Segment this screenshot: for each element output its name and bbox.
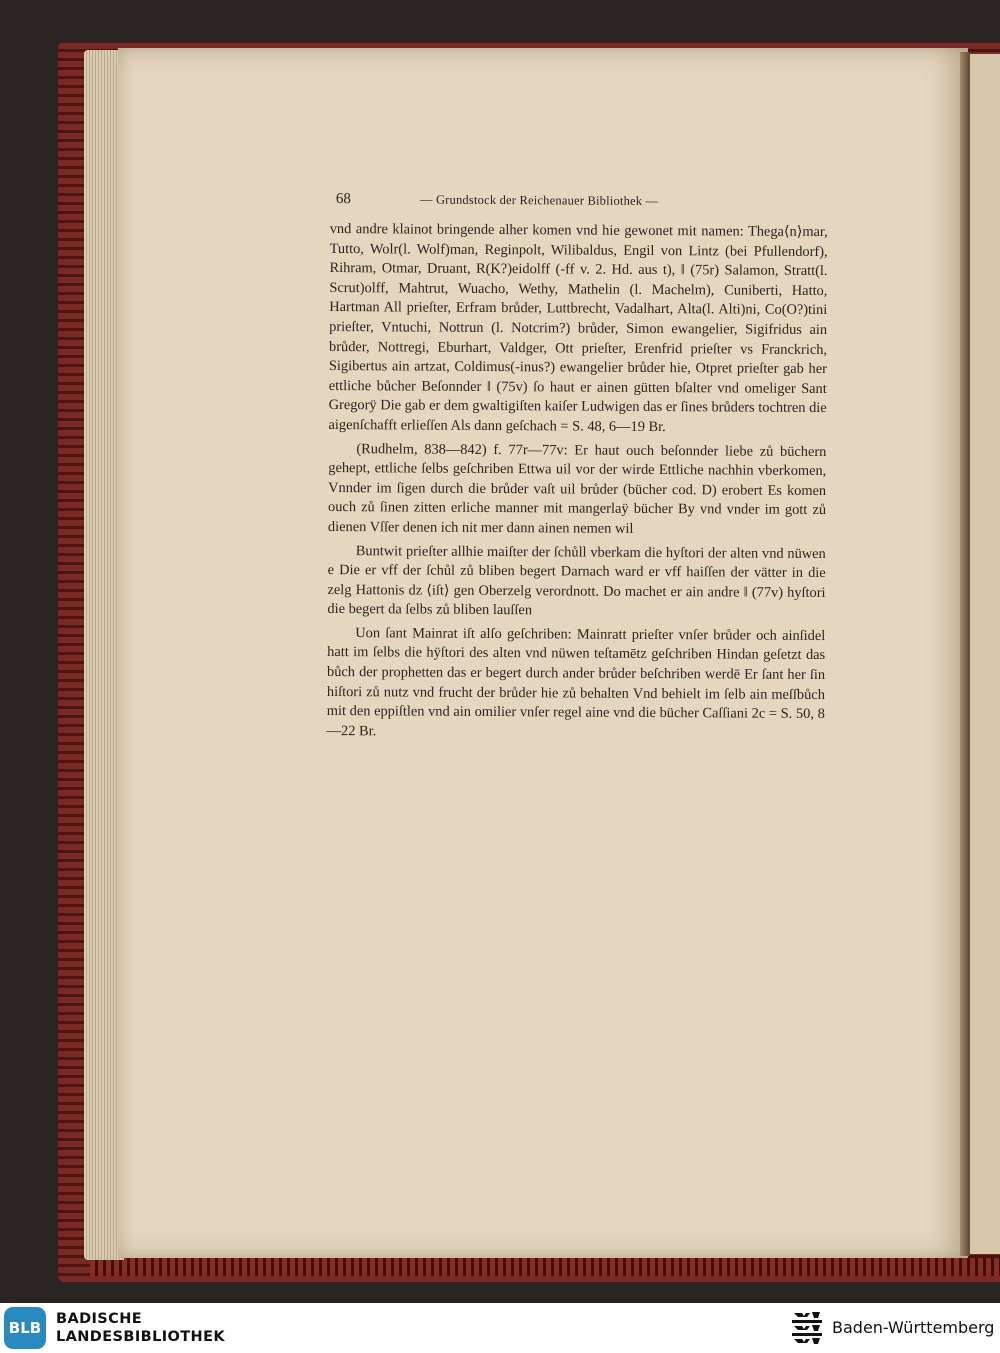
cover-edge bbox=[90, 1258, 1000, 1276]
running-head bbox=[336, 190, 828, 223]
blb-logo[interactable]: BLB bbox=[4, 1307, 46, 1349]
coat-of-arms-icon bbox=[790, 1309, 824, 1347]
page-number: 68 bbox=[335, 191, 351, 208]
page-text-block bbox=[327, 190, 828, 744]
paragraph-1: vnd andre klainot bringende alher komen vnd hie gewonet mit namen: Thega⟨n⟩mar, Tutto, Wolr(l. Wolf)man, Reginpolt, Wilibaldus, Engil von Lintz (bei Pfullendorf), Rihram, Otmar, Druant, R(K?)eidolff (-ff v. 2. Hd. aus t), ‖ (75r) Salamon, Stratt(l. Scrut)olff, Mahtrut, Wuacho, Wethy, Mathelin (l. Machelm), Cuniberti, Hatto, Hartman All prieſter, Erfram brůder, Luttbrecht, Vadalhart, Alta(l. Alti)ni, Co(O?)tini prieſter, Vntuchi, Nottrun (l. Notcrim?) brůder, Simon ewangelier, Sigifridus ain brůder, Nottregi, Eburhart, Valdger, Ott prieſter, Erenfrid prieſter vs Franckrich, Sigibertus ain artzat, Coldimus(-inus?) ewangelier brůder hie, Otpret prieſter gab her ettliche bůcher Beſonnder ‖ (75v) ſo haut er ainen gütten bſalter vnd omeliger Sant Gregorÿ Die gab er dem gwaltigiſten kaiſer Ludwigen das er ſines brůders tochtren die aigenſchafft erlieſſen Als dann geſchach = S. 48, 6—19 Br. bbox=[328, 220, 828, 435]
book-gutter bbox=[960, 52, 970, 1256]
bw-name[interactable]: Baden-Württemberg bbox=[832, 1318, 995, 1337]
paragraph-4: Uon ſant Mainrat iſt alſo geſchriben: Mainratt prieſter vnſer brůder och ainſidel hatt im ſelbs die hÿſtori des alten vnd nüwen teſtamētz geſchriben Hindan geſetzt das bůch der prophetten das er begert durch ander brůder beſchriben werdē Er ſant her ſin hiſtori zů nutz vnd frucht der brůder hie zů behalten Vnd behielt im ſelb ain meſſbůch mit den eppiſtlen vnd ain omilier vnſer regel aine vnd die bücher Caſſiani 2c = S. 50, 8—22 Br. bbox=[326, 625, 826, 740]
paragraph-2: (Rudhelm, 838—842) f. 77r—77v: Er haut ouch beſonnder liebe zů büchern gehept, ettliche ſelbs geſchriben Ettwa uil vor der wirde Ettliche nachhin vberkomen, Vnnder im ſigen durch die brůder vaſt uil brůder (bücher cod. D) erobert Es komen ouch zů ſinen zitten erliche manner mit mangerlaÿ bücher By vnd vnder im gott zů dienen Vſſer denen ich nit mer dann ainen nemen wil bbox=[327, 440, 827, 537]
paragraph-3: Buntwit prieſter allhie maiſter der ſchůll vberkam die hyſtori der alten vnd nüwen e Die er vff der ſchůl zů bliben begert Darnach ward er vff haiſſen der vätter in die zelg Hattonis dz ⟨iſt⟩ gen Oberzelg verordnott. Do machet er ain andre ‖ (77v) hyſtori die begert da ſelbs zů bliben lauſſen bbox=[327, 542, 826, 619]
blb-name-line2: LANDESBIBLIOTHEK bbox=[56, 1329, 226, 1345]
footer-bar bbox=[0, 1303, 1000, 1353]
facing-page-edge bbox=[970, 54, 1000, 1254]
running-title: — Grundstock der Reichenauer Bibliothek — bbox=[419, 192, 659, 209]
blb-name-line1: BADISCHE bbox=[56, 1311, 143, 1327]
blb-name[interactable] bbox=[56, 1310, 225, 1346]
